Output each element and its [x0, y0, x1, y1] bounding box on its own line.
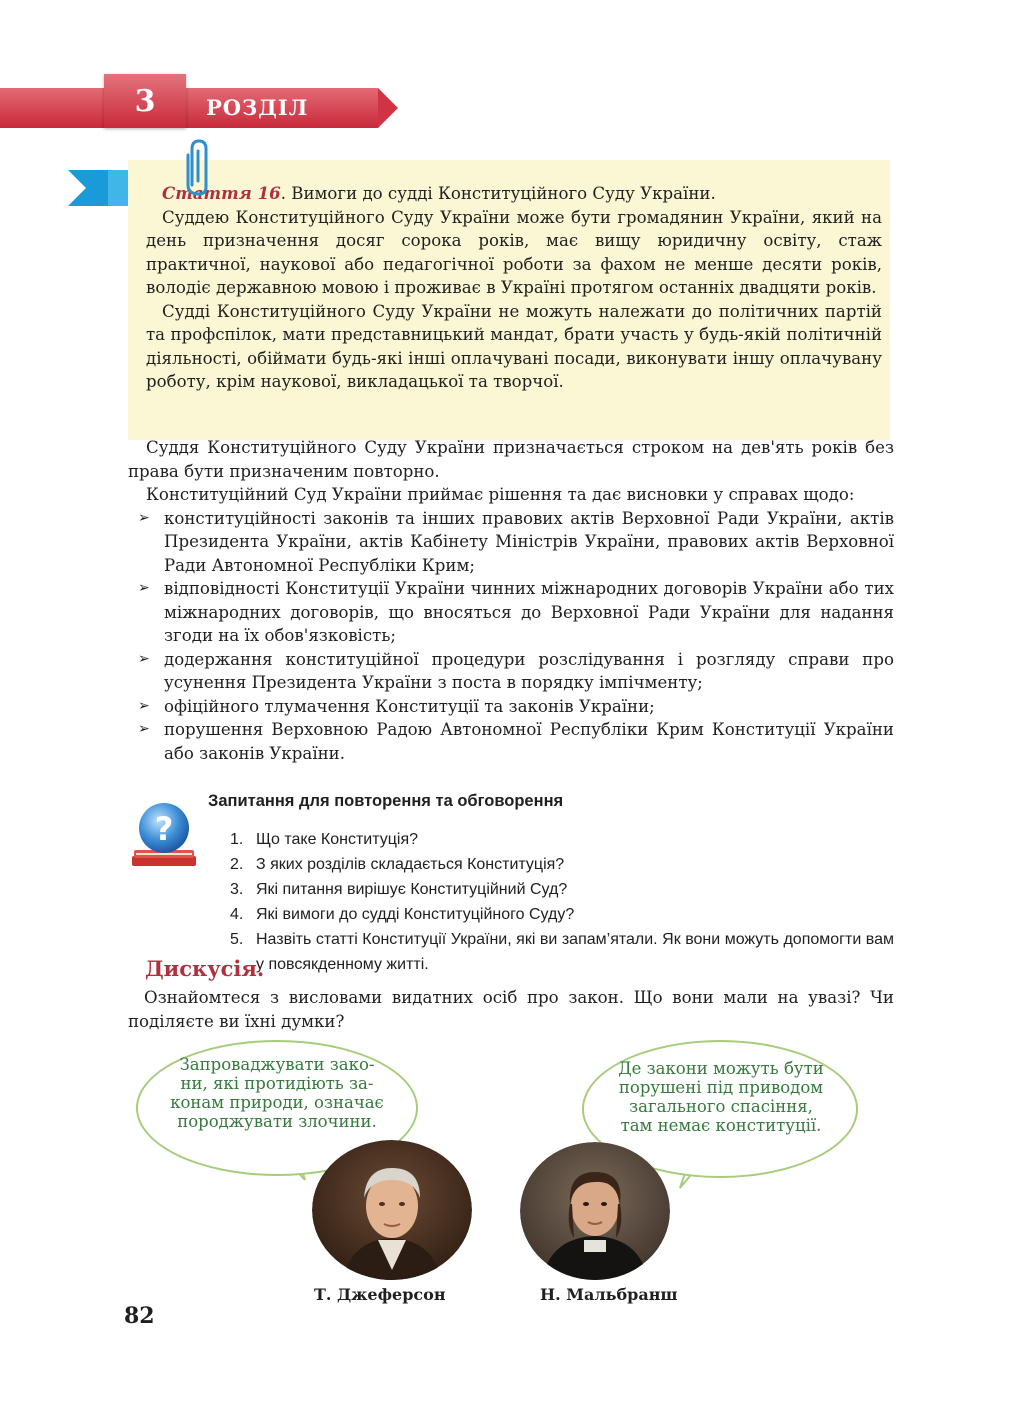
questions-list	[230, 827, 894, 977]
arrow-bullet-icon: ➢	[138, 650, 150, 667]
discussion-title: Дискусія.	[145, 956, 265, 981]
paperclip-icon	[182, 137, 216, 197]
article-heading	[146, 182, 882, 206]
body-text	[128, 436, 894, 765]
portrait-malebranche	[520, 1142, 670, 1280]
chapter-number: 3	[134, 83, 156, 119]
list-item: 3. Які питання вирішує Конституційний Суд?	[230, 881, 568, 898]
list-item: ➢ конституційності законів та інших правових актів Верховної Ради України, актів Президента України, актів Кабінету Міністрів України, правових актів Верховної Ради Автономної Республіки Крим;	[138, 508, 894, 575]
question-globe-icon	[128, 800, 202, 872]
list-item: 5. Назвіть статті Конституції України, які ви запам’ятали. Як вони можуть допомогти вам у повсякденному житті.	[230, 931, 894, 973]
chapter-ribbon	[0, 88, 378, 128]
list-item: ➢ порушення Верховною Радою Автономної Республіки Крим Конституції України або законів України.	[138, 720, 894, 763]
arrow-bullet-icon: ➢	[138, 697, 150, 714]
chapter-number-box	[104, 74, 186, 128]
page-number: 82	[124, 1303, 155, 1329]
article-box	[128, 160, 890, 440]
bullet-list	[138, 507, 894, 766]
list-item: ➢ офіційного тлумачення Конституції та законів України;	[138, 695, 894, 719]
arrow-bullet-icon: ➢	[138, 509, 150, 526]
list-item: 1. Що таке Конституція?	[230, 831, 419, 848]
article-title: . Вимоги до судді Конституційного Суду України.	[280, 184, 716, 203]
list-item: 4. Які вимоги до судді Конституційного Суду?	[230, 906, 575, 923]
quote-text-left: Запроваджувати зако- ни, які протидіють за- конам природи, означає породжувати злочини.	[170, 1055, 384, 1131]
portrait-jefferson	[312, 1140, 472, 1280]
list-item: 2. З яких розділів складається Конституція?	[230, 856, 565, 873]
caption-malebranche: Н. Мальбранш	[540, 1285, 678, 1304]
questions-title: Запитання для повторення та обговорення	[208, 792, 564, 810]
list-item: ➢ додержання конституційної процедури розслідування і розгляду справи про усунення Президента України з поста в порядку імпічменту;	[138, 649, 894, 692]
list-item: ➢ відповідності Конституції України чинних міжнародних договорів України або тих міжнародних договорів, що вносяться до Верховної Ради України для надання згоди на їх обов'язковість;	[138, 579, 894, 645]
arrow-bullet-icon: ➢	[138, 721, 150, 737]
arrow-bullet-icon: ➢	[138, 580, 150, 596]
quote-text-right: Де закони можуть бути порушені під приводом загального спасіння, там немає конституції.	[618, 1059, 824, 1135]
caption-jefferson: Т. Джеферсон	[314, 1285, 446, 1304]
blue-tab-marker	[68, 170, 132, 206]
article-paragraph-1: Суддею Конституційного Суду України може бути громадянин України, який на день призначення досяг сорока років, має вищу юридичну освіту, стаж практичної, наукової або педагогічної роботи за фахом не менше десяти років, володіє державною мовою і проживає в Україні протягом останніх двадцяти років.	[146, 207, 882, 297]
svg-text:?: ?	[154, 810, 174, 848]
article-ref: Стаття 16	[162, 183, 281, 203]
chapter-ribbon-arrow	[378, 88, 398, 128]
chapter-label: РОЗДІЛ	[206, 95, 309, 120]
discussion-text: Ознайомтеся з висловами видатних осіб про закон. Що вони мали на увазі? Чи поділяєте ви їхні думки?	[128, 988, 894, 1031]
body-paragraph-1: Суддя Конституційного Суду України призначається строком на дев'ять років без права бути призначеним повторно.	[128, 438, 894, 481]
body-paragraph-2: Конституційний Суд України приймає рішення та дає висновки у справах щодо:	[146, 485, 855, 504]
article-paragraph-2: Судді Конституційного Суду України не можуть належати до політичних партій та профспілок, мати представницький мандат, брати участь у будь-якій політичній діяльності, обіймати будь-які інші оплачувані посади, виконувати іншу оплачувану роботу, крім наукової, викладацької та творчої.	[146, 301, 882, 391]
